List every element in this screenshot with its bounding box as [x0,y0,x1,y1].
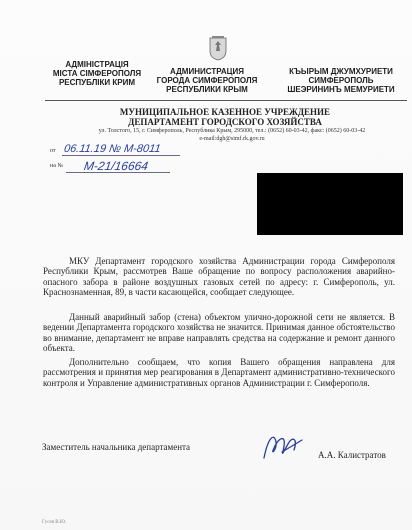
date-underline [62,155,180,156]
executor-footer: Гусев В.Ю. [42,520,67,525]
header-crimean-tatar [276,67,406,94]
header-ru-line-3: РЕСПУБЛИКИ КРЫМ [166,85,248,94]
body-paragraph-1: МКУ Департамент городского хозяйства Администрации города Симферополя Республики Крым, рассмотрев Ваше обращение по вопросу расположения аварийно-опасного забора в районе воздушных газовых сетей по адресу: г. Симферополь, ул. Краснознаменная, 89, в части касающейся, сообщает следующее. [43,256,395,298]
signer-name: А.А. Калистратов [318,450,386,460]
redacted-recipient-block [257,173,403,235]
header-ua-line-3: РЕСПУБЛІКИ КРИМ [58,78,136,87]
ref-prefix: на № [50,163,64,169]
body-paragraph-3: Дополнительно сообщаем, что копия Вашего обращения направлена для рассмотрения и принятия мер реагирования в Департамент административно-технического контроля и Управление административных органов Администрации г. Симферополя. [43,357,395,388]
body-paragraph-2: Данный аварийный забор (стена) объектом улично-дорожной сети не является. В ведении Департамента городского хозяйства не значится. Принимая данное обстоятельство во внимание, департамент не вправе направлять средства на содержание и ремонт данного объекта. [43,312,395,354]
header-ukrainian [47,60,147,87]
header-ru-line-1: АДМИНИСТРАЦИЯ [170,67,244,76]
header-russian [152,67,262,94]
header-ua-line-1: АДМІНІСТРАЦІЯ [65,60,129,69]
header-crh-line-2: СИМФЕРОПОЛЬ [308,76,374,85]
date-prefix: от [50,148,56,154]
organization-line-2: ДЕПАРТАМЕНТ ГОРОДСКОГО ХОЗЯЙСТВА [128,117,322,127]
ref-handwritten: М-21/16664 [83,159,150,173]
header-crh-line-3: ШЕЭРИНИНЪ МЕМУРИЕТИ [287,85,395,94]
organization-line-1: МУНИЦИПАЛЬНОЕ КАЗЕННОЕ УЧРЕЖДЕНИЕ [119,107,331,117]
crimea-emblem-icon [208,35,228,61]
header-ua-line-2: МІСТА СІМФЕРОПОЛЯ [52,69,142,78]
handwritten-signature-icon [258,428,306,464]
date-handwritten: 06.11.19 № М-8011 [63,143,162,155]
organization-name [90,107,360,127]
organization-address [62,127,402,143]
signer-position: Заместитель начальника департамента [42,442,191,452]
header-ru-line-2: ГОРОДА СИМФЕРОПОЛЯ [156,76,258,85]
address-line-2: e-mail:dgh@simf.rk.gov.ru [199,136,265,142]
header-divider [45,100,407,101]
header-crh-line-1: КЪЫРЫМ ДЖУМХУРИЕТИ [289,67,393,76]
address-line-1: ул. Толстого, 15, г. Симферополь, Республика Крым, 295000, тел.: (0652) 60-03-42, факс: (0652) 60-03-42 [98,128,366,134]
